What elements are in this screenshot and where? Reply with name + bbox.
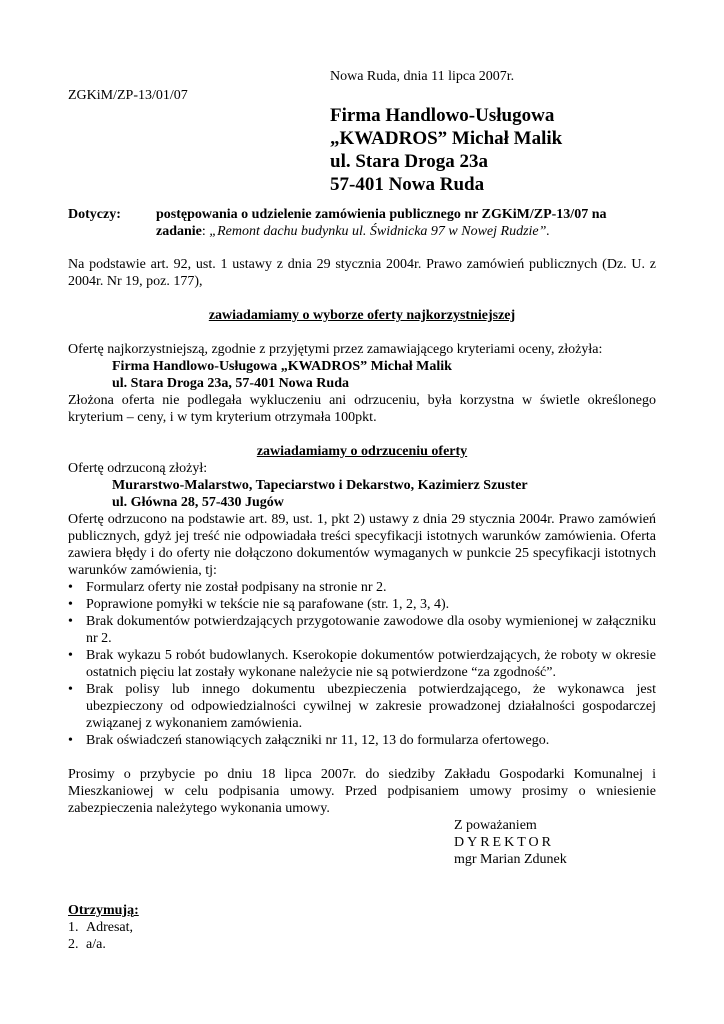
rejection-intro: Ofertę odrzuconą złożył:: [68, 461, 208, 476]
list-item: [68, 579, 656, 596]
deficiency-list: [68, 579, 656, 749]
subject-label: Dotyczy:: [68, 207, 121, 222]
signature-title: DYREKTOR: [454, 835, 554, 850]
subject-text: [156, 206, 656, 240]
subject-colon: :: [201, 224, 210, 239]
subject-task: „Remont dachu budynku ul. Świdnicka 97 w Nowej Rudzie”.: [209, 224, 550, 239]
rejection-reason: Ofertę odrzucono na podstawie art. 89, ust. 1, pkt 2) ustawy z dnia 29 stycznia 2004r. Prawo zamówień publicznych, gdyż jej treść nie odpowiadała treści specyfikacji istotnych warunków zamówienia. Oferta zawiera błędy i do oferty nie dołączono dokumentów wymaganych w punkcie 25 specyfikacji istotnych warunków zamówienia, tj:: [68, 512, 656, 578]
list-item: [68, 613, 656, 647]
subject-block: [68, 206, 656, 240]
recipients-heading: Otrzymują:: [68, 903, 139, 918]
subject-zadanie: zadanie: [156, 224, 202, 239]
list-item-text: Brak oświadczeń stanowiących załączniki nr 11, 12, 13 do formularza ofertowego.: [86, 733, 550, 748]
list-item: [68, 647, 656, 681]
signature-greeting: Z poważaniem: [454, 818, 537, 833]
reference-number: ZGKiM/ZP-13/01/07: [68, 88, 188, 103]
signature-name: mgr Marian Zdunek: [454, 852, 567, 867]
list-item: [68, 732, 656, 749]
closing-paragraph: Prosimy o przybycie po dniu 18 lipca 2007r. do siedziby Zakładu Gospodarki Komunalnej i Mieszkaniowej w celu podpisania umowy. Przed podpisaniem umowy prosimy o wniesienie zabezpieczenia należytego wykonania umowy.: [68, 767, 656, 816]
list-item-text: a/a.: [86, 937, 106, 952]
rejection-heading: zawiadamiamy o odrzuceniu oferty: [256, 444, 468, 459]
addressee-line: ul. Stara Droga 23a: [330, 151, 488, 172]
addressee-line: Firma Handlowo-Usługowa: [330, 105, 555, 126]
selected-firm-name: Firma Handlowo-Usługowa „KWADROS” Michał Malik: [112, 359, 452, 374]
list-item: [68, 919, 656, 936]
signature-block: [68, 817, 656, 868]
addressee-line: „KWADROS” Michał Malik: [330, 128, 563, 149]
addressee-line: 57-401 Nowa Ruda: [330, 174, 485, 195]
list-item-text: Brak dokumentów potwierdzających przygotowanie zawodowe dla osoby wymienionej w załączniku nr 2.: [86, 614, 656, 646]
bullet-icon: •: [68, 682, 73, 697]
rejected-firm-address: ul. Główna 28, 57-430 Jugów: [112, 495, 284, 510]
list-item-text: Poprawione pomyłki w tekście nie są parafowane (str. 1, 2, 3, 4).: [86, 597, 450, 612]
list-item: [68, 596, 656, 613]
recipients-list: [68, 919, 656, 953]
bullet-icon: •: [68, 648, 73, 663]
bullet-icon: •: [68, 733, 73, 748]
selected-firm-address: ul. Stara Droga 23a, 57-401 Nowa Ruda: [112, 376, 349, 391]
rejected-firm-name: Murarstwo-Malarstwo, Tapeciarstwo i Dekarstwo, Kazimierz Szuster: [112, 478, 528, 493]
legal-basis: Na podstawie art. 92, ust. 1 ustawy z dnia 29 stycznia 2004r. Prawo zamówień publicznych (Dz. U. z 2004r. Nr 19, poz. 177),: [68, 257, 656, 289]
selection-intro: Ofertę najkorzystniejszą, zgodnie z przyjętymi przez zamawiającego kryteriami oceny, złożyła:: [68, 342, 603, 357]
subject-line1: postępowania o udzielenie zamówienia publicznego nr ZGKiM/ZP-13/07 na: [156, 207, 607, 222]
letter-body: [68, 206, 656, 953]
bullet-icon: •: [68, 597, 73, 612]
addressee-block: [330, 104, 562, 196]
list-item-text: Brak wykazu 5 robót budowlanych. Kserokopie dokumentów potwierdzających, że roboty w okresie ostatnich pięciu lat zostały wykonane należycie nie są potwierdzone “za zgodność”.: [86, 648, 656, 680]
bullet-icon: •: [68, 580, 73, 595]
selection-heading: zawiadamiamy o wyborze oferty najkorzystniejszej: [208, 308, 516, 323]
list-item-text: Brak polisy lub innego dokumentu ubezpieczenia potwierdzającego, że wykonawca jest ubezpieczony od odpowiedzialności cywilnej w zakresie prowadzonej działalności gospodarczej związanej z wykonaniem zamówienia.: [86, 682, 656, 731]
letter-date: Nowa Ruda, dnia 11 lipca 2007r.: [330, 69, 515, 84]
list-item-text: Formularz oferty nie został podpisany na stronie nr 2.: [86, 580, 387, 595]
list-item-text: Adresat,: [86, 920, 134, 935]
bullet-icon: •: [68, 614, 73, 629]
list-item-number: 1.: [68, 920, 79, 935]
list-item: [68, 936, 656, 953]
selection-note: Złożona oferta nie podlegała wykluczeniu ani odrzuceniu, była korzystna w świetle określonego kryterium – ceny, i w tym kryterium otrzymała 100pkt.: [68, 393, 656, 425]
list-item-number: 2.: [68, 937, 79, 952]
list-item: [68, 681, 656, 732]
